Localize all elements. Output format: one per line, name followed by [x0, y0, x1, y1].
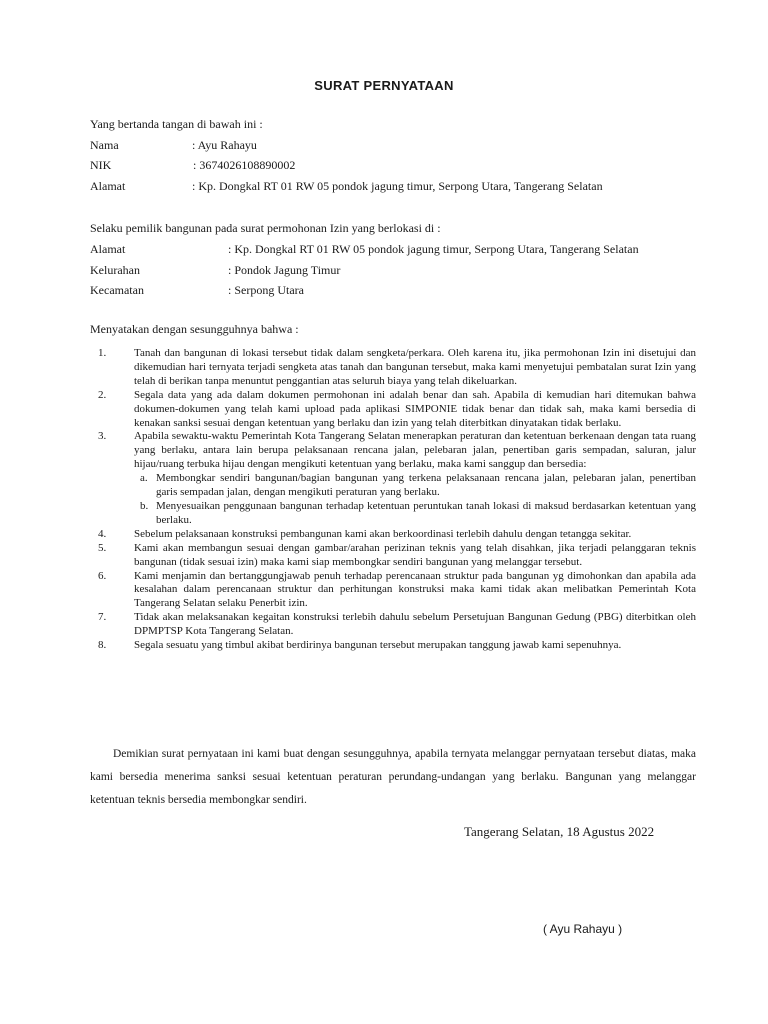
sub-list-item-mark: b.: [140, 499, 149, 512]
closing-paragraph: Demikian surat pernyataan ini kami buat dengan sesungguhnya, apabila ternyata melanggar pernyataan tersebut diatas, maka kami bersedia menerima sanksi sesuai ketentuan peraturan perundang-undangan yang berlaku. Bangunan yang melanggar ketentuan teknis bersedia membongkar sendiri.: [90, 748, 696, 806]
list-item: [90, 389, 696, 431]
list-item-number: 7.: [98, 611, 107, 624]
location-address-label: Alamat: [90, 242, 126, 256]
list-item-text: Tidak akan melaksanakan kegaitan konstruksi terlebih dahulu sebelum Persetujuan Bangunan Gedung (PBG) diterbitkan oleh DPMPTSP Kota Tangerang Selatan.: [134, 611, 696, 638]
list-item: [90, 347, 696, 389]
list-item: [90, 528, 696, 542]
location-kecamatan-label: Kecamatan: [90, 283, 144, 297]
list-item-number: 6.: [98, 569, 107, 582]
list-item-text: Tanah dan bangunan di lokasi tersebut tidak dalam sengketa/perkara. Oleh karena itu, jika permohonan Izin ini disetujui dan dikemudian hari ternyata terjadi sengketa atas tanah dan bangunan tersebut, maka kami menyetujui pembatalan surat Izin yang telah di berikan tanpa menuntut penggantian atas seluruh biaya yang telah dikeluarkan.: [134, 347, 696, 387]
sub-list-item-text: Menyesuaikan penggunaan bangunan terhadap ketentuan peruntukan tanah lokasi di maksud berdasarkan ketentuan yang berlaku.: [156, 499, 696, 526]
signer-name-value: : Ayu Rahayu: [192, 138, 257, 152]
signer-name-label: Nama: [90, 138, 119, 152]
page-title: SURAT PERNYATAAN: [314, 78, 454, 93]
list-item-number: 2.: [98, 388, 107, 401]
location-address-value: : Kp. Dongkal RT 01 RW 05 pondok jagung timur, Serpong Utara, Tangerang Selatan: [228, 242, 639, 256]
location-kecamatan-value: : Serpong Utara: [228, 283, 304, 297]
list-item-number: 4.: [98, 527, 107, 540]
location-kelurahan-label: Kelurahan: [90, 263, 140, 277]
signer-address-label: Alamat: [90, 179, 126, 193]
list-item-number: 3.: [98, 430, 107, 443]
sub-list-item-text: Membongkar sendiri bangunan/bagian bangunan yang terkena pelaksanaan rencana jalan, pelebaran jalan, penertiban garis sempadan jalan, dengan mengikuti peraturan yang berlaku.: [156, 472, 696, 499]
location-kelurahan-value: : Pondok Jagung Timur: [228, 263, 341, 277]
signer-address-value: : Kp. Dongkal RT 01 RW 05 pondok jagung timur, Serpong Utara, Tangerang Selatan: [192, 179, 603, 193]
intro-text: Yang bertanda tangan di bawah ini :: [90, 117, 263, 131]
signer-nik-label: NIK: [90, 158, 112, 172]
list-item-number: 5.: [98, 541, 107, 554]
list-item-number: 1.: [98, 347, 107, 359]
list-item: [90, 542, 696, 570]
list-item-text: Segala data yang ada dalam dokumen permohonan ini adalah benar dan sah. Apabila di kemudian hari ditemukan bahwa dokumen-dokumen yang telah kami upload pada aplikasi SIMPONIE tidak benar dan tidak sah, maka kami bersedia di kenakan sanksi sesuai dengan ketentuan yang berlaku dan izin yang telah diterbitkan dinyatakan tidak berlaku.: [134, 388, 696, 429]
signer-nik-value: : 3674026108890002: [193, 158, 296, 172]
list-item-number: 8.: [98, 639, 107, 652]
list-item-text: Sebelum pelaksanaan konstruksi pembangunan kami akan berkoordinasi terlebih dahulu dengan tetangga sekitar.: [134, 527, 632, 540]
sub-list-item: [134, 500, 696, 528]
list-item: [90, 611, 696, 639]
list-item-text: Kami akan membangun sesuai dengan gambar/arahan perizinan teknis yang telah disahkan, jika terjadi pelanggaran teknis bangunan (tidak sesuai izin) maka kami siap membongkar sendiri bangunan yang melanggar tersebut.: [134, 541, 696, 568]
owner-intro-text: Selaku pemilik bangunan pada surat permohonan Izin yang berlokasi di :: [90, 221, 441, 235]
list-item-text: Kami menjamin dan bertanggungjawab penuh terhadap perencanaan struktur pada bangunan yg dimohonkan dan apabila ada kesalahan dalam perencanaan struktur dan perhitungan konstruksi maka kami tidak akan melibatkan Pemerintah Kota Tangerang Selatan selaku Penerbit izin.: [134, 569, 696, 610]
signature-name: ( Ayu Rahayu ): [543, 922, 623, 936]
sub-list-item: [134, 472, 696, 500]
place-date: Tangerang Selatan, 18 Agustus 2022: [464, 824, 655, 839]
statement-intro-text: Menyatakan dengan sesungguhnya bahwa :: [90, 322, 299, 336]
list-item-text: Apabila sewaktu-waktu Pemerintah Kota Tangerang Selatan menerapkan peraturan dan ketentuan berkenaan dengan tata ruang yang berlaku, antara lain berupa pelaksanaan rencana jalan, pelebaran jalan, penertiban garis sempadan, saluran, jalur hijau/ruang terbuka hijau dengan mengikuti ketentuan yang berlaku, maka kami sanggup dan bersedia:: [134, 430, 696, 471]
statement-list: [90, 347, 696, 653]
list-item: [90, 639, 696, 653]
list-item: [90, 570, 696, 612]
list-item: [90, 430, 696, 527]
list-item-text: Segala sesuatu yang timbul akibat berdirinya bangunan tersebut merupakan tanggung jawab kami sepenuhnya.: [134, 639, 622, 652]
sub-list-item-mark: a.: [140, 472, 148, 485]
